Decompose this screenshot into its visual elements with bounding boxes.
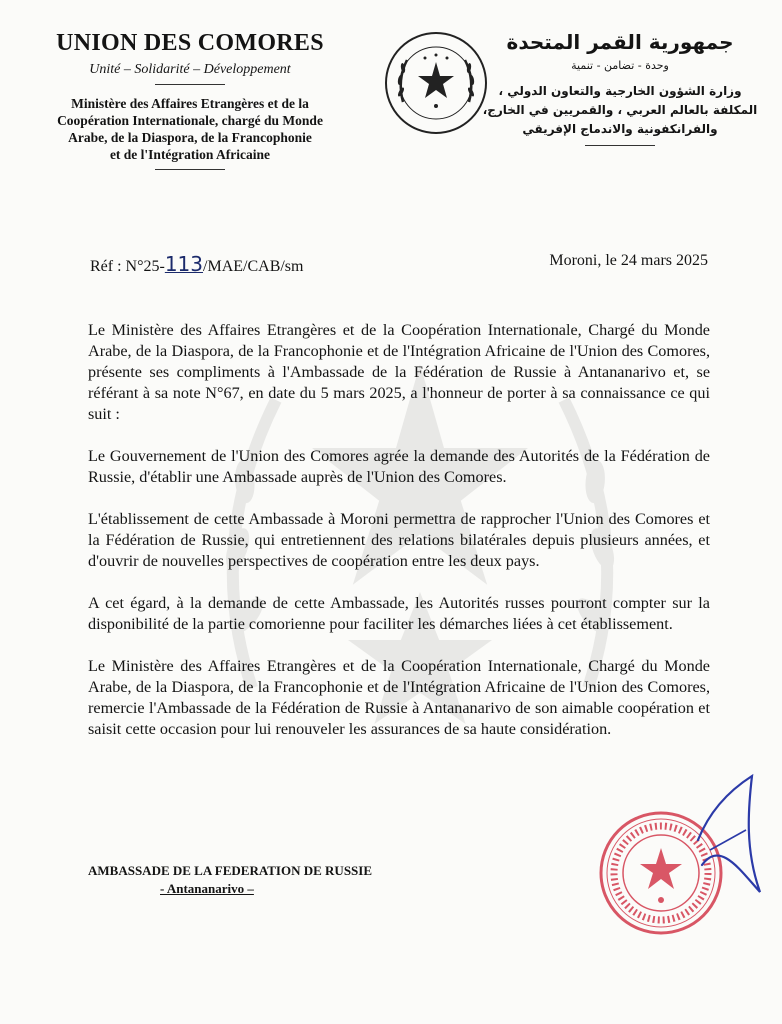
handwritten-signature-icon — [690, 770, 780, 900]
ministry-line: Ministère des Affaires Etrangères et de la — [71, 96, 309, 111]
header-divider — [585, 145, 655, 146]
motto-ar: وحدة - تضامن - تنمية — [571, 59, 669, 72]
paragraph: Le Ministère des Affaires Etrangères et de la Coopération Internationale, Chargé du Monde Arabe, de la Diaspora, de la Francophonie et de l'Intégration Africaine de l'Union des Comores, présente ses compliments à l'Ambassade de la Fédération de Russie à Antananarivo et, se référant à sa note N°67, en date du 5 mars 2025, a l'honneur de porter à sa connaissance ce qui suit : — [88, 321, 710, 423]
letter-body — [88, 320, 710, 761]
recipient-block — [88, 862, 372, 898]
motto-fr: Unité – Solidarité – Développement — [89, 62, 291, 77]
ministry-line: المكلفة بالعالم العربي ، والقمريين في الخارج، — [482, 103, 758, 117]
header-divider — [155, 84, 225, 85]
ministry-name-fr — [20, 95, 360, 163]
country-name-fr: UNION DES COMORES — [56, 30, 324, 56]
place-date: Moroni, le 24 mars 2025 — [549, 252, 708, 269]
ministry-line: والفرانكفونية والاندماج الإفريقي — [522, 122, 718, 136]
paragraph: A cet égard, à la demande de cette Ambassade, les Autorités russes pourront compter sur la disponibilité de la partie comorienne pour faciliter les démarches liées à cet établissement. — [88, 594, 710, 633]
recipient-name: AMBASSADE DE LA FEDERATION DE RUSSIE — [88, 863, 373, 878]
ministry-line: Arabe, de la Diaspora, de la Francophonie — [68, 130, 312, 145]
reference-suffix: /MAE/CAB/sm — [203, 258, 304, 275]
header-french-block — [20, 30, 360, 170]
reference-line — [90, 252, 303, 276]
header-divider — [155, 169, 225, 170]
paragraph: L'établissement de cette Ambassade à Moroni permettra de rapprocher l'Union des Comores et la Fédération de Russie, qui entretiennent des relations bilatérales depuis plusieurs années, et d'ouvrir de nouvelles perspectives de coopération entre les deux pays. — [88, 510, 710, 570]
paragraph: Le Gouvernement de l'Union des Comores agrée la demande des Autorités de la Fédération de Russie, d'établir une Ambassade auprès de l'Union des Comores. — [88, 447, 710, 486]
ministry-line: et de l'Intégration Africaine — [109, 147, 271, 162]
country-name-ar: جمهورية القمر المتحدة — [506, 30, 734, 54]
paragraph: Le Ministère des Affaires Etrangères et de la Coopération Internationale, Chargé du Monde Arabe, de la Diaspora, de la Francophonie et de l'Intégration Africaine de l'Union des Comores, remercie l'Ambassade de la Fédération de Russie à Antananarivo de son aimable coopération et saisit cette occasion pour lui renouveler les assurances de sa haute considération. — [88, 657, 710, 738]
ministry-line: وزارة الشؤون الخارجية والتعاون الدولي ، — [498, 84, 742, 98]
ministry-line: Coopération Internationale, chargé du Monde — [57, 113, 323, 128]
header-arabic-block — [470, 30, 770, 146]
recipient-city: - Antananarivo – — [160, 881, 254, 896]
ministry-name-ar — [470, 82, 770, 139]
reference-handwritten-number: 113 — [164, 252, 204, 276]
reference-prefix: Réf : N°25- — [90, 258, 165, 275]
